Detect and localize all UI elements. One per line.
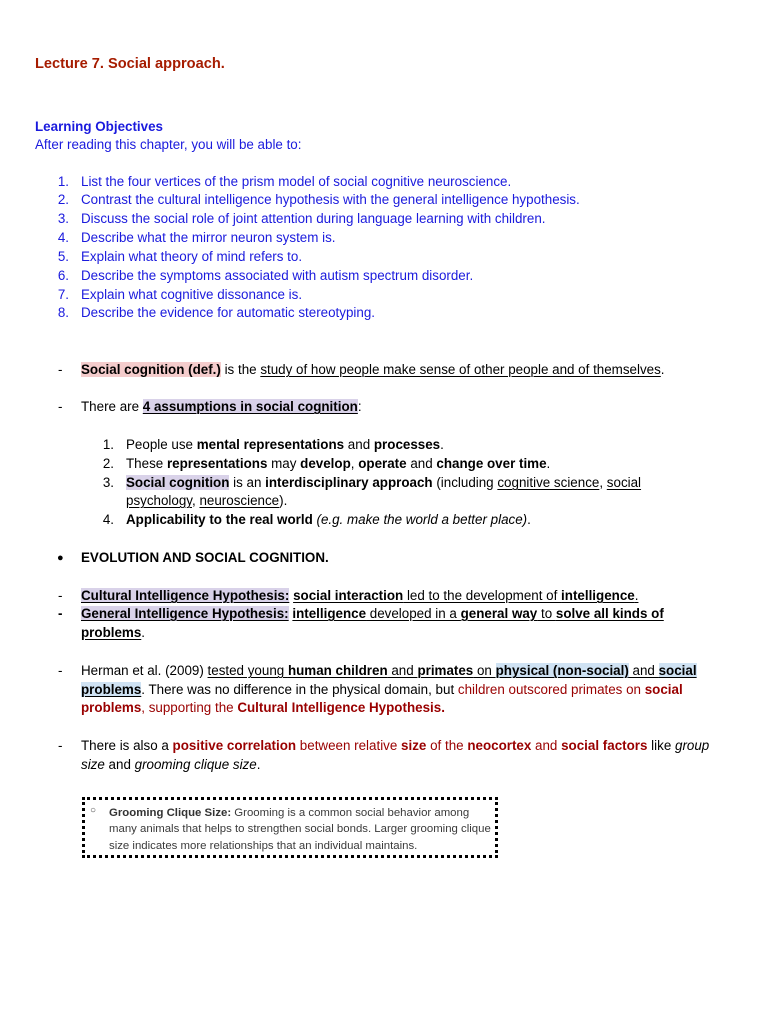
general-hypothesis-continuation: problems. [81,625,146,640]
page-title: Lecture 7. Social approach. [35,56,225,72]
callout-text: Grooming Clique Size: Grooming is a common social behavior among many animals that helps to strengthen social bonds. Larger grooming clique size indicates more relationships that an individual maintains. [109,807,491,852]
hollow-bullet-icon: ○ [90,805,97,816]
dash-marker: - [58,738,63,753]
bullet-marker: ● [57,552,64,564]
general-hypothesis: General Intelligence Hypothesis: intelligence developed in a general way to solve all kinds of [81,606,664,621]
herman-paragraph-line3: problems, supporting the Cultural Intelligence Hypothesis. [81,700,445,715]
section-heading: EVOLUTION AND SOCIAL COGNITION. [81,550,329,565]
objectives-intro: After reading this chapter, you will be able to: [35,137,302,152]
herman-paragraph-line2: problems. There was no difference in the physical domain, but children outscored primates on social [81,682,683,697]
correlation-paragraph: There is also a positive correlation between relative size of the neocortex and social factors like group [81,738,710,753]
assumptions-line: There are 4 assumptions in social cognition: [81,399,362,414]
dash-marker: - [58,606,63,621]
dash-marker: - [58,362,63,377]
list-item-continuation: psychology, neuroscience). [126,493,288,508]
definition-line: Social cognition (def.) is the study of how people make sense of other people and of themselves. [81,362,665,377]
dash-marker: - [58,663,63,678]
cultural-hypothesis: Cultural Intelligence Hypothesis: social interaction led to the development of intelligence. [81,588,639,603]
correlation-paragraph-line2: size and grooming clique size. [81,757,261,772]
definition-meaning: study of how people make sense of other people and of themselves [260,362,661,377]
assumptions-label: 4 assumptions in social cognition [142,399,358,414]
dash-marker: - [58,399,63,414]
callout-term: Grooming Clique Size: [109,807,232,819]
dash-marker: - [58,588,63,603]
objectives-heading: Learning Objectives [35,119,163,134]
definition-callout-box [82,797,498,858]
definition-term: Social cognition (def.) [81,362,221,377]
herman-paragraph: Herman et al. (2009) tested young human children and primates on physical (non-social) and social [81,663,697,678]
